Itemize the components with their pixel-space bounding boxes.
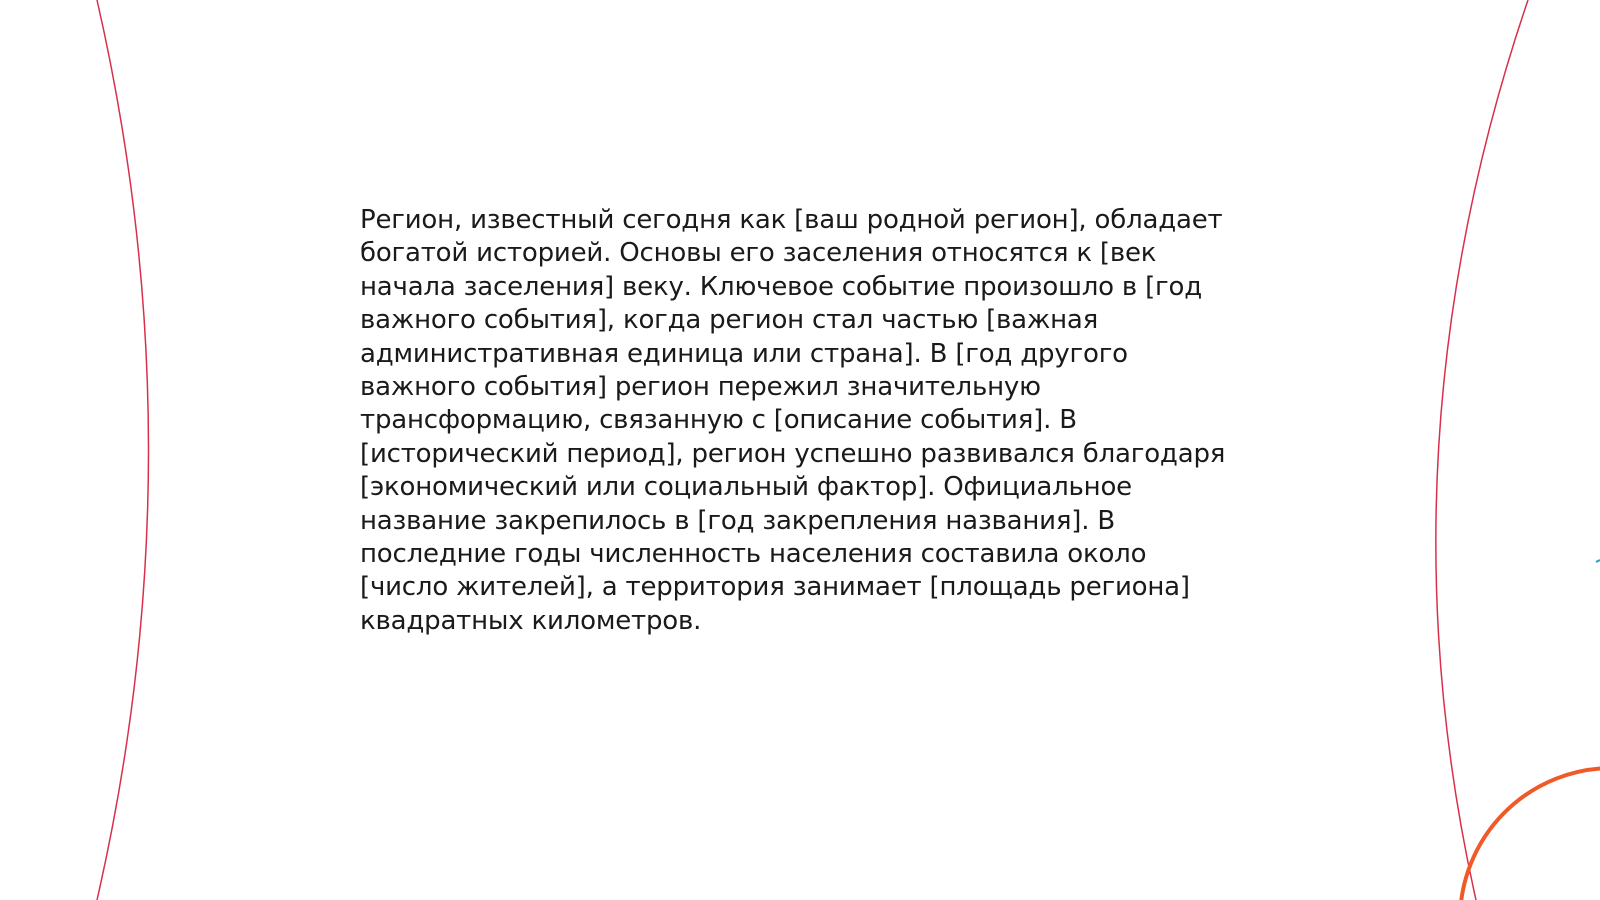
right-curve-line	[1436, 0, 1528, 900]
orange-accent-circle	[1460, 768, 1600, 900]
body-paragraph: Регион, известный сегодня как [ваш родной регион], обладает богатой историей. Основы его заселения относятся к [век начала заселения] веку. Ключевое событие произошло в [год важного события], когда регион стал частью [важная административная единица или страна]. В [год другого важного события] регион пережил значительную трансформацию, связанную с [описание события]. В [исторический период], регион успешно развивался благодаря [экономический или социальный фактор]. Официальное название закрепилось в [год закрепления названия]. В последние годы численность населения составила около [число жителей], а территория занимает [площадь региона] квадратных километров.	[360, 205, 1226, 636]
blue-accent-mark	[1596, 560, 1600, 562]
left-curve-line	[97, 0, 149, 900]
